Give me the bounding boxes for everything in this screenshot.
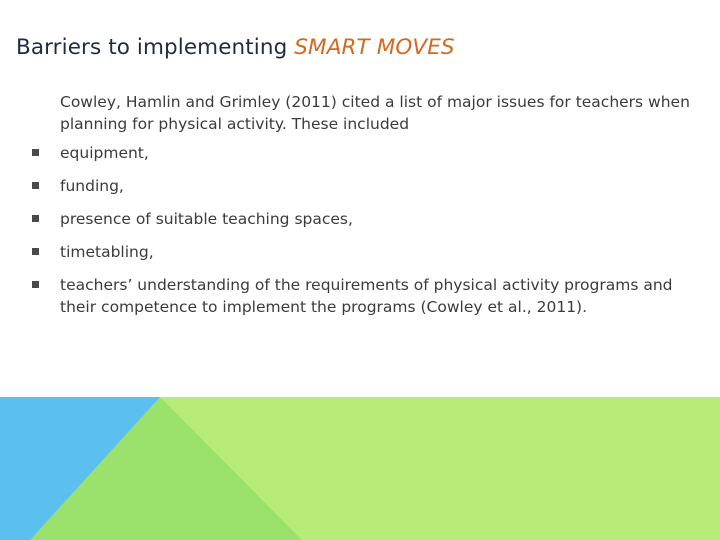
square-bullet-icon [32, 281, 39, 288]
square-bullet-icon [32, 215, 39, 222]
intro-paragraph: Cowley, Hamlin and Grimley (2011) cited a list of major issues for teachers when planning for physical activity. These included [60, 93, 690, 133]
square-bullet-icon [32, 149, 39, 156]
list-item [60, 208, 690, 230]
title-accent: SMART MOVES [294, 35, 455, 60]
decorative-bottom-band [0, 397, 720, 540]
list-item-text: teachers’ understanding of the requirements of physical activity programs and their competence to implement the programs (Cowley et al., 2011). [60, 276, 673, 316]
list-item-text: equipment, [60, 144, 149, 162]
list-item-text: funding, [60, 177, 124, 195]
title-prefix: Barriers to implementing [16, 35, 295, 60]
slide-title [16, 35, 455, 60]
list-item [60, 142, 690, 164]
list-item-text: timetabling, [60, 243, 154, 261]
barrier-list [60, 142, 690, 318]
square-bullet-icon [32, 182, 39, 189]
list-item [60, 175, 690, 197]
slide-body [60, 91, 690, 329]
square-bullet-icon [32, 248, 39, 255]
list-item [60, 241, 690, 263]
list-item [60, 274, 690, 318]
list-item-text: presence of suitable teaching spaces, [60, 210, 353, 228]
